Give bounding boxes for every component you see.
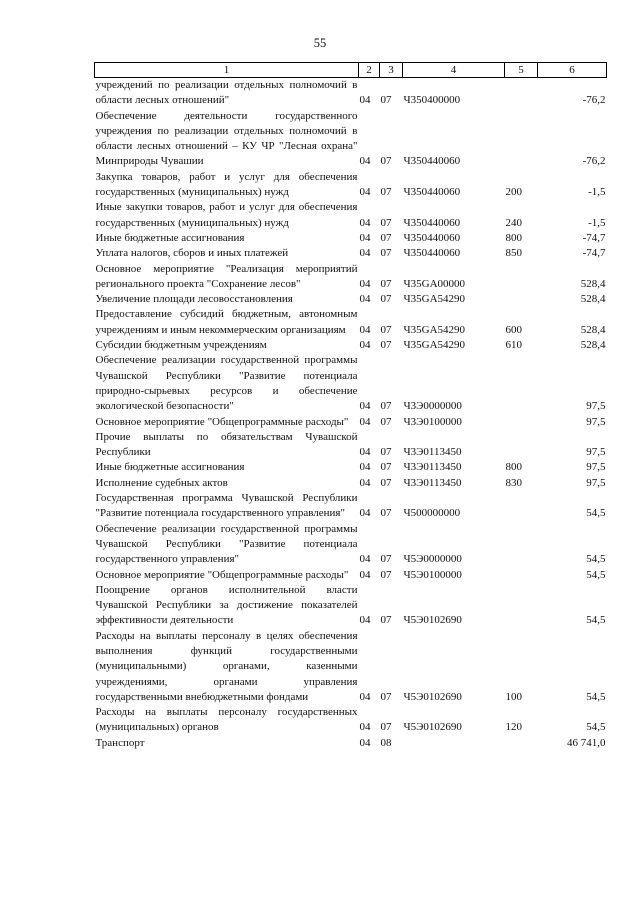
row-section-cell: 04: [359, 690, 371, 703]
budget-table: [94, 62, 607, 751]
table-body: [95, 78, 607, 752]
row-section-cell: 04: [359, 507, 371, 520]
table-row: [95, 430, 607, 461]
row-target-article-cell: Ч350440060: [403, 247, 461, 260]
row-subsection-cell: 07: [380, 461, 392, 474]
row-amount-cell: 97,5: [586, 415, 606, 428]
row-subsection-cell: 07: [380, 614, 392, 627]
table-row: [95, 78, 607, 109]
row-amount-cell: -74,7: [582, 247, 606, 260]
table-row: [95, 460, 607, 475]
row-amount-cell: 54,5: [586, 614, 606, 627]
row-expense-type-cell: 200: [505, 186, 522, 199]
row-section-cell: 04: [359, 186, 371, 199]
row-section-cell: 04: [359, 277, 371, 290]
row-subsection-cell: 07: [380, 186, 392, 199]
row-subsection-cell: 07: [380, 553, 392, 566]
table-row: [95, 583, 607, 629]
header-col-5: 5: [505, 63, 538, 78]
row-target-article-cell: Ч350440060: [403, 216, 461, 229]
row-target-article-cell: Ч3Э0000000: [403, 400, 462, 413]
row-section-cell: 04: [359, 247, 371, 260]
table-row: [95, 476, 607, 491]
table-row: [95, 231, 607, 246]
row-subsection-cell: 07: [380, 231, 392, 244]
row-target-article-cell: Ч35GA54290: [403, 293, 466, 306]
row-expense-type-cell: 800: [505, 461, 522, 474]
row-section-cell: 04: [359, 446, 371, 459]
row-name-cell: Основное мероприятие "Реализация мероприятий регионального проекта "Сохранение лесов": [95, 262, 358, 290]
row-subsection-cell: 07: [380, 277, 392, 290]
row-expense-type-cell: [505, 415, 538, 430]
table-row: [95, 307, 607, 338]
table-row: [95, 629, 607, 705]
row-name-cell: Расходы на выплаты персоналу государственных (муниципальных) органов: [95, 706, 358, 734]
row-target-article-cell: Ч35GA00000: [403, 277, 466, 290]
row-expense-type-cell: 600: [505, 323, 522, 336]
table-row: [95, 200, 607, 231]
row-expense-type-cell: [505, 109, 538, 170]
row-name-cell: учреждений по реализации отдельных полномочий в области лесных отношений": [95, 79, 358, 107]
row-section-cell: 04: [359, 721, 371, 734]
row-name-cell: Обеспечение деятельности государственного учреждения по реализации отдельных полномочий в области лесных отношений – КУ ЧР "Лесная охрана" Минприроды Чувашии: [95, 109, 358, 168]
row-name-cell: Иные закупки товаров, работ и услуг для обеспечения государственных (муниципальных) нужд: [95, 201, 358, 229]
row-target-article-cell: Ч3Э0113450: [403, 461, 462, 474]
row-name-cell: Расходы на выплаты персоналу в целях обеспечения выполнения функций государственными (муниципальными) органами, казенными учреждениями, органами управления государственными внебюджетными фондами: [95, 629, 358, 703]
row-subsection-cell: 07: [380, 293, 392, 306]
header-col-3: 3: [380, 63, 403, 78]
row-amount-cell: -76,2: [582, 94, 606, 107]
row-name-cell: Уплата налогов, сборов и иных платежей: [95, 247, 289, 260]
row-expense-type-cell: [505, 262, 538, 293]
row-amount-cell: 528,4: [580, 277, 606, 290]
table-row: [95, 491, 607, 522]
row-expense-type-cell: [505, 522, 538, 568]
row-target-article-cell: Ч500000000: [403, 507, 461, 520]
row-target-article-cell: Ч3Э0113450: [403, 446, 462, 459]
row-amount-cell: 97,5: [586, 446, 606, 459]
row-section-cell: 04: [359, 614, 371, 627]
row-subsection-cell: 07: [380, 568, 392, 581]
row-name-cell: Предоставление субсидий бюджетным, автономным учреждениям и иным некоммерческим организациям: [95, 308, 358, 336]
row-subsection-cell: 07: [380, 476, 392, 489]
row-expense-type-cell: 120: [505, 721, 522, 734]
header-col-4: 4: [403, 63, 505, 78]
row-expense-type-cell: [505, 736, 538, 751]
row-section-cell: 04: [359, 323, 371, 336]
row-expense-type-cell: [505, 430, 538, 461]
row-target-article-cell: Ч3Э0100000: [403, 415, 462, 428]
row-name-cell: Иные бюджетные ассигнования: [95, 231, 245, 244]
row-amount-cell: 97,5: [586, 400, 606, 413]
header-col-6: 6: [538, 63, 607, 78]
row-target-article-cell: Ч35GA54290: [403, 339, 466, 352]
row-expense-type-cell: 830: [505, 476, 522, 489]
row-name-cell: Иные бюджетные ассигнования: [95, 461, 245, 474]
row-section-cell: 04: [359, 415, 371, 428]
row-name-cell: Субсидии бюджетным учреждениям: [95, 339, 267, 352]
header-col-1: 1: [95, 63, 359, 78]
row-name-cell: Государственная программа Чувашской Республики "Развитие потенциала государственного управления": [95, 492, 358, 520]
row-target-article-cell: Ч350400000: [403, 94, 461, 107]
table-row: [95, 568, 607, 583]
row-name-cell: Основное мероприятие "Общепрограммные расходы": [95, 415, 349, 428]
row-amount-cell: 97,5: [586, 461, 606, 474]
row-subsection-cell: 07: [380, 400, 392, 413]
row-subsection-cell: 07: [380, 721, 392, 734]
row-expense-type-cell: 850: [505, 247, 522, 260]
row-target-article-cell: Ч350440060: [403, 231, 461, 244]
page-number: 55: [313, 36, 327, 50]
table-row: [95, 415, 607, 430]
row-name-cell: Основное мероприятие "Общепрограммные расходы": [95, 568, 349, 581]
table-row: [95, 736, 607, 751]
row-name-cell: Поощрение органов исполнительной власти Чувашской Республики за достижение показателей эффективности деятельности: [95, 583, 358, 627]
row-target-article-cell: Ч35GA54290: [403, 323, 466, 336]
row-expense-type-cell: [505, 292, 538, 307]
row-name-cell: Прочие выплаты по обязательствам Чувашской Республики: [95, 430, 358, 459]
row-subsection-cell: 07: [380, 415, 392, 428]
row-target-article-cell: Ч5Э0102690: [403, 690, 462, 703]
row-amount-cell: 528,4: [580, 293, 606, 306]
row-section-cell: 04: [359, 461, 371, 474]
row-amount-cell: 54,5: [586, 553, 606, 566]
row-section-cell: 04: [359, 293, 371, 306]
row-expense-type-cell: [505, 353, 538, 414]
row-subsection-cell: 07: [380, 216, 392, 229]
row-target-article-cell: Ч5Э0100000: [403, 568, 462, 581]
table-row: [95, 170, 607, 201]
row-name-cell: Закупка товаров, работ и услуг для обеспечения государственных (муниципальных) нужд: [95, 170, 358, 199]
row-subsection-cell: 07: [380, 690, 392, 703]
row-amount-cell: 46 741,0: [567, 736, 606, 749]
row-name-cell: Транспорт: [95, 736, 145, 749]
row-amount-cell: -74,7: [582, 231, 606, 244]
row-expense-type-cell: [505, 583, 538, 629]
row-target-article-cell: Ч5Э0102690: [403, 721, 462, 734]
row-name-cell: Увеличение площади лесовосстановления: [95, 293, 293, 306]
row-amount-cell: 54,5: [586, 721, 606, 734]
table-row: [95, 262, 607, 293]
row-section-cell: 04: [359, 553, 371, 566]
table-row: [95, 292, 607, 307]
table-header-row: [95, 63, 607, 78]
table-row: [95, 522, 607, 568]
row-target-article-cell: Ч350440060: [403, 186, 461, 199]
row-section-cell: 04: [359, 216, 371, 229]
header-col-2: 2: [359, 63, 380, 78]
row-expense-type-cell: [505, 78, 538, 109]
row-subsection-cell: 07: [380, 155, 392, 168]
row-amount-cell: 528,4: [580, 323, 606, 336]
row-section-cell: 04: [359, 231, 371, 244]
row-section-cell: 04: [359, 736, 371, 749]
row-name-cell: Исполнение судебных актов: [95, 476, 228, 489]
row-amount-cell: -76,2: [582, 155, 606, 168]
row-target-article-cell: [403, 736, 505, 751]
row-expense-type-cell: 800: [505, 231, 522, 244]
row-section-cell: 04: [359, 155, 371, 168]
row-target-article-cell: Ч5Э0102690: [403, 614, 462, 627]
table-row: [95, 246, 607, 261]
row-subsection-cell: 08: [380, 736, 392, 749]
table-row: [95, 338, 607, 353]
row-target-article-cell: Ч5Э0000000: [403, 553, 462, 566]
row-amount-cell: 54,5: [586, 568, 606, 581]
row-target-article-cell: Ч350440060: [403, 155, 461, 168]
row-expense-type-cell: 100: [505, 690, 522, 703]
row-section-cell: 04: [359, 94, 371, 107]
row-amount-cell: 97,5: [586, 476, 606, 489]
row-subsection-cell: 07: [380, 446, 392, 459]
row-target-article-cell: Ч3Э0113450: [403, 476, 462, 489]
row-subsection-cell: 07: [380, 507, 392, 520]
row-subsection-cell: 07: [380, 247, 392, 260]
row-amount-cell: 528,4: [580, 339, 606, 352]
table-row: [95, 353, 607, 414]
row-name-cell: Обеспечение реализации государственной программы Чувашской Республики "Развитие потенциала государственного управления": [95, 522, 358, 566]
table-row: [95, 705, 607, 736]
row-subsection-cell: 07: [380, 339, 392, 352]
row-section-cell: 04: [359, 339, 371, 352]
row-name-cell: Обеспечение реализации государственной программы Чувашской Республики "Развитие потенциала природно-сырьевых ресурсов и обеспечение экологической безопасности": [95, 354, 358, 413]
row-expense-type-cell: [505, 568, 538, 583]
row-section-cell: 04: [359, 568, 371, 581]
row-amount-cell: 54,5: [586, 507, 606, 520]
row-section-cell: 04: [359, 476, 371, 489]
row-subsection-cell: 07: [380, 94, 392, 107]
row-subsection-cell: 07: [380, 323, 392, 336]
row-amount-cell: 54,5: [586, 690, 606, 703]
row-expense-type-cell: [505, 491, 538, 522]
row-expense-type-cell: 240: [505, 216, 522, 229]
row-amount-cell: -1,5: [588, 186, 606, 199]
row-section-cell: 04: [359, 400, 371, 413]
row-expense-type-cell: 610: [505, 339, 522, 352]
table-row: [95, 109, 607, 170]
row-amount-cell: -1,5: [588, 216, 606, 229]
